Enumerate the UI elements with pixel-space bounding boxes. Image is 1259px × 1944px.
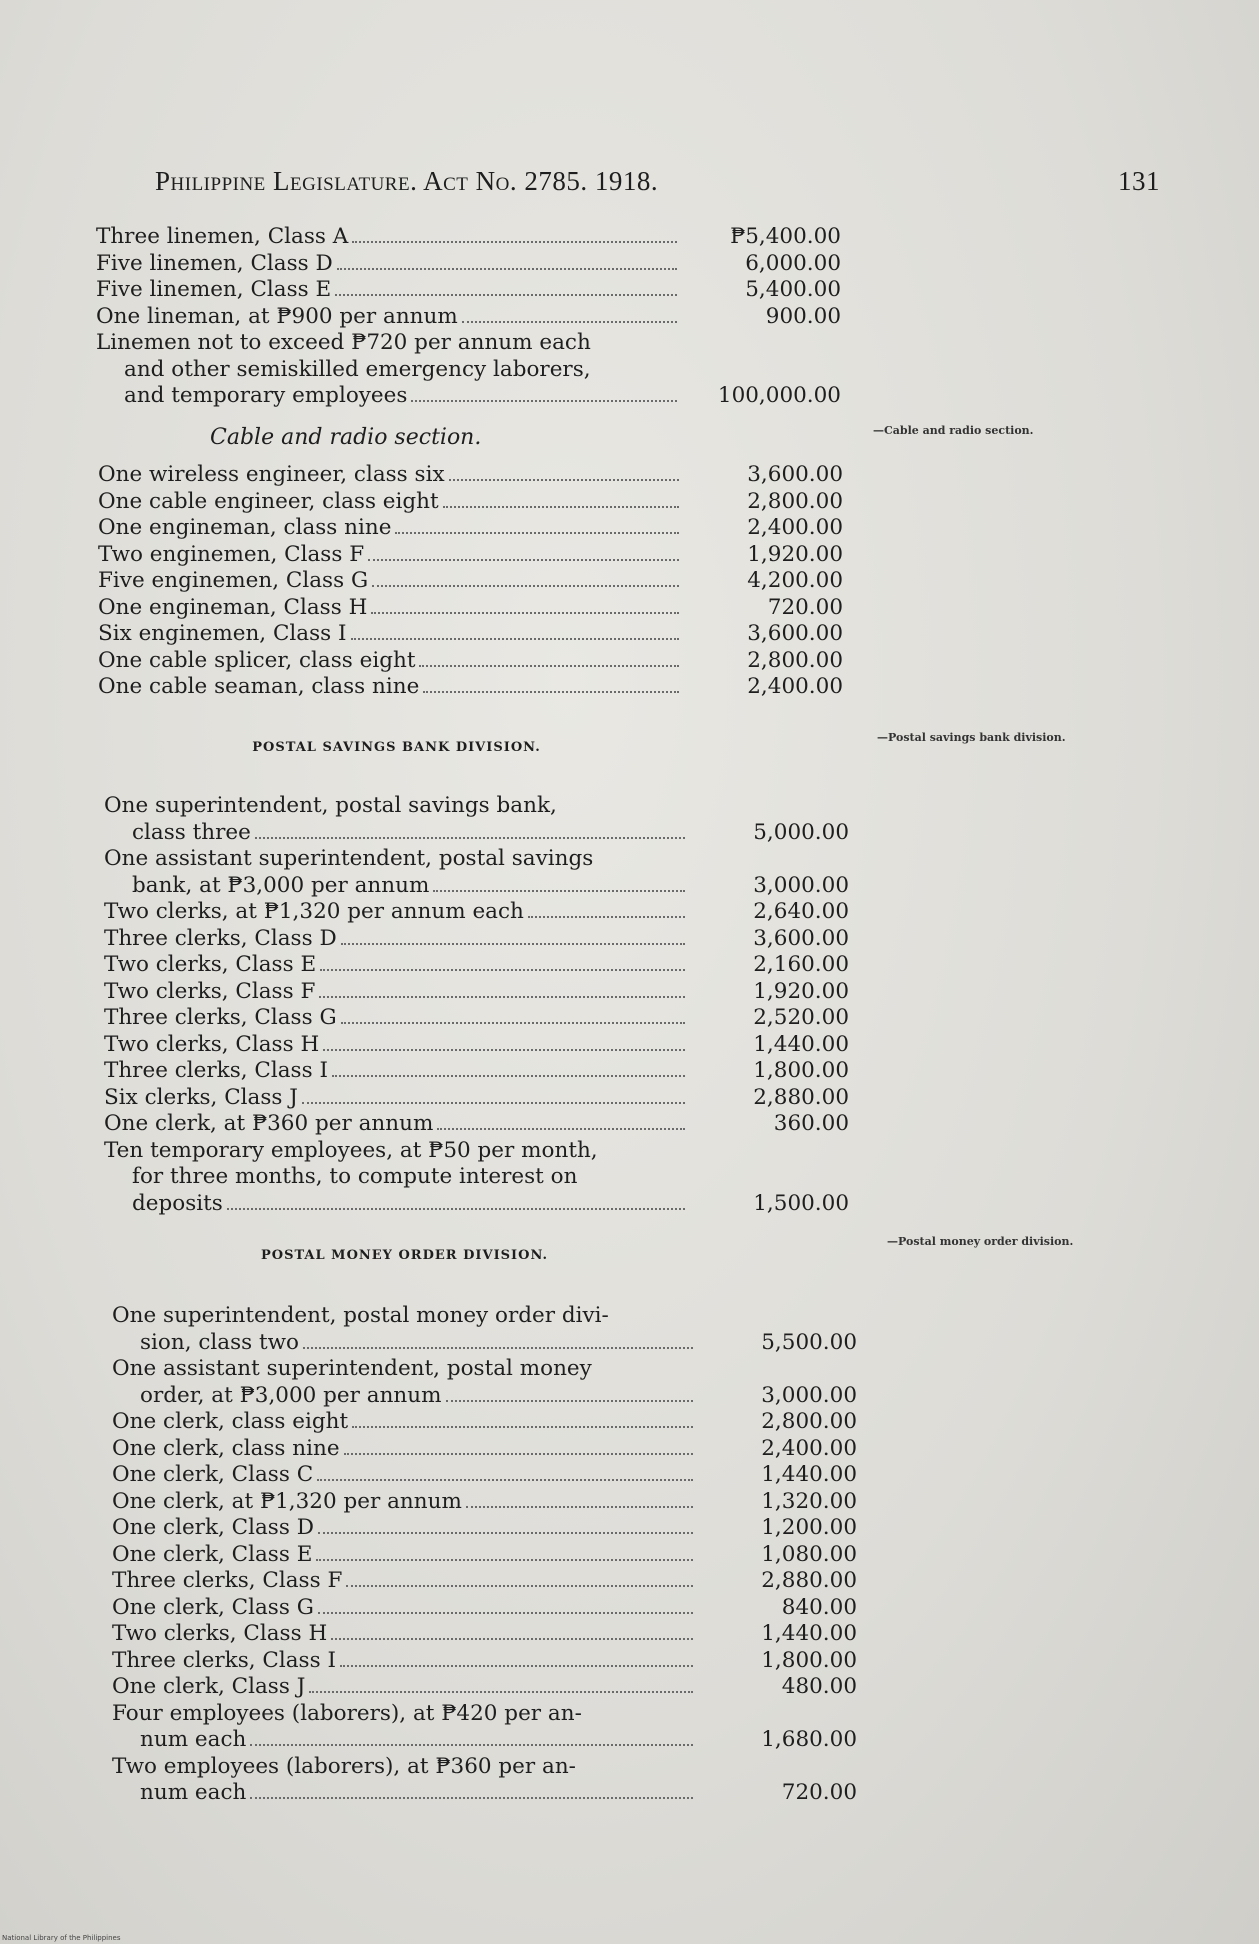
description-line	[104, 1191, 689, 1218]
running-header	[155, 166, 1160, 200]
description-line	[104, 1032, 689, 1059]
item-amount: 2,880.00	[761, 1568, 857, 1593]
description-text: Four employees (laborers), at ₱420 per an-	[112, 1700, 582, 1726]
dot-leader	[395, 532, 679, 534]
table-row	[104, 899, 849, 926]
item-amount: 1,440.00	[761, 1462, 857, 1487]
item-description	[112, 1489, 697, 1516]
table-row	[98, 462, 843, 489]
dot-leader	[302, 1102, 685, 1104]
item-amount: 1,080.00	[761, 1541, 857, 1567]
description-text: order, at ₱3,000 per annum	[140, 1382, 442, 1408]
description-line	[104, 899, 689, 926]
description-line	[104, 1164, 689, 1191]
description-line	[112, 1356, 697, 1383]
description-line	[96, 357, 681, 384]
description-text: One cable engineer, class eight	[98, 488, 439, 514]
dot-leader	[319, 996, 685, 998]
item-amount: 2,160.00	[753, 952, 849, 977]
dot-leader	[250, 1744, 693, 1746]
item-amount: 5,500.00	[761, 1329, 857, 1355]
item-description	[112, 1356, 697, 1409]
cable-radio-section	[98, 424, 843, 701]
description-line	[104, 1085, 689, 1112]
description-text: for three months, to compute interest on	[132, 1164, 578, 1189]
description-text: Linemen not to exceed ₱720 per annum each	[96, 330, 591, 355]
description-text: Five enginemen, Class G	[98, 568, 369, 593]
table-row	[98, 542, 843, 569]
dot-leader	[303, 1347, 693, 1349]
dot-leader	[446, 1400, 694, 1402]
item-amount: 1,440.00	[761, 1621, 857, 1646]
item-description	[112, 1621, 697, 1648]
item-amount: 3,000.00	[753, 872, 849, 898]
dot-leader	[323, 1049, 685, 1051]
table-row	[96, 304, 841, 331]
table-row	[104, 793, 849, 846]
item-amount: 100,000.00	[717, 383, 841, 408]
dot-leader	[371, 612, 679, 614]
item-description	[104, 1005, 689, 1032]
item-description	[98, 515, 683, 542]
item-description	[98, 648, 683, 675]
dot-leader	[352, 241, 677, 243]
description-line	[104, 926, 689, 953]
dot-leader	[337, 268, 677, 270]
table-row	[104, 1111, 849, 1138]
item-description	[96, 304, 681, 331]
item-description	[104, 979, 689, 1006]
item-description	[112, 1648, 697, 1675]
item-description	[104, 846, 689, 899]
dot-leader	[309, 1691, 693, 1693]
item-amount: 5,400.00	[745, 277, 841, 302]
description-line	[112, 1489, 697, 1516]
table-row	[112, 1409, 857, 1436]
item-amount: 1,680.00	[761, 1727, 857, 1752]
section-heading-savings: POSTAL SAVINGS BANK DIVISION.	[252, 740, 541, 755]
item-amount: 1,920.00	[747, 541, 843, 567]
description-line	[112, 1303, 697, 1330]
item-amount: 2,800.00	[747, 488, 843, 514]
item-amount: 360.00	[773, 1111, 849, 1136]
item-amount: 4,200.00	[747, 568, 843, 593]
section-heading-cable: Cable and radio section.	[210, 425, 482, 450]
item-description	[98, 542, 683, 569]
dot-leader	[462, 321, 677, 323]
dot-leader	[423, 691, 679, 693]
item-amount: 720.00	[767, 594, 843, 620]
description-text: Ten temporary employees, at ₱50 per month,	[104, 1137, 598, 1163]
item-description	[112, 1303, 697, 1356]
section-heading-money-order: POSTAL MONEY ORDER DIVISION.	[260, 1248, 549, 1263]
item-description	[104, 1058, 689, 1085]
item-amount: 1,320.00	[761, 1488, 857, 1514]
cable-radio-list	[98, 462, 843, 701]
description-line	[112, 1754, 697, 1781]
item-description	[98, 568, 683, 595]
item-amount: 2,880.00	[753, 1084, 849, 1110]
description-line	[112, 1674, 697, 1701]
item-amount: 2,400.00	[761, 1435, 857, 1461]
description-line	[112, 1542, 697, 1569]
description-line	[98, 621, 683, 648]
item-description	[112, 1462, 697, 1489]
table-row	[112, 1568, 857, 1595]
description-line	[112, 1648, 697, 1675]
item-amount: 720.00	[781, 1780, 857, 1805]
dot-leader	[368, 559, 679, 561]
item-description	[112, 1436, 697, 1463]
table-row	[112, 1436, 857, 1463]
description-line	[112, 1330, 697, 1357]
money-order-section	[112, 1248, 857, 1807]
item-description	[96, 330, 681, 410]
description-text: One clerk, class eight	[112, 1409, 349, 1434]
dot-leader	[433, 890, 685, 892]
dot-leader	[351, 638, 679, 640]
description-line	[96, 383, 681, 410]
table-row	[112, 1542, 857, 1569]
item-description	[104, 793, 689, 846]
item-amount: 2,800.00	[761, 1409, 857, 1434]
description-text: sion, class two	[140, 1329, 299, 1355]
item-description	[98, 462, 683, 489]
table-row	[112, 1303, 857, 1356]
linemen-list	[96, 224, 841, 410]
table-row	[96, 224, 841, 251]
item-amount: 3,000.00	[761, 1382, 857, 1408]
item-description	[96, 277, 681, 304]
table-row	[96, 330, 841, 410]
linemen-section	[96, 224, 841, 410]
table-row	[112, 1356, 857, 1409]
item-description	[104, 1085, 689, 1112]
dot-leader	[255, 837, 685, 839]
description-text: One clerk, at ₱1,320 per annum	[112, 1488, 462, 1514]
description-line	[96, 251, 681, 278]
description-line	[112, 1383, 697, 1410]
item-amount: 480.00	[781, 1674, 857, 1699]
description-text: One superintendent, postal savings bank,	[104, 793, 557, 818]
description-text: Three linemen, Class A	[96, 224, 349, 249]
dot-leader	[318, 1612, 693, 1614]
item-amount: 3,600.00	[753, 925, 849, 951]
item-description	[112, 1409, 697, 1436]
item-amount: 6,000.00	[745, 250, 841, 276]
item-description	[98, 621, 683, 648]
table-row	[98, 515, 843, 542]
description-line	[104, 1138, 689, 1165]
table-row	[104, 1138, 849, 1218]
description-text: One clerk, Class E	[112, 1541, 313, 1567]
description-text: Three clerks, Class I	[112, 1647, 336, 1673]
description-text: Two clerks, Class H	[104, 1031, 320, 1057]
item-amount: 2,800.00	[747, 647, 843, 673]
dot-leader	[318, 1532, 693, 1534]
dot-leader	[331, 1638, 693, 1640]
scan-footer: National Library of the Philippines	[2, 1934, 121, 1942]
item-description	[104, 1032, 689, 1059]
item-amount: 2,520.00	[753, 1005, 849, 1030]
item-amount: 2,400.00	[747, 515, 843, 540]
description-text: One assistant superintendent, postal savings	[104, 846, 594, 871]
dot-leader	[320, 969, 685, 971]
description-text: bank, at ₱3,000 per annum	[132, 872, 430, 898]
item-amount: 5,000.00	[753, 819, 849, 845]
dot-leader	[332, 1075, 685, 1077]
table-row	[104, 952, 849, 979]
table-row	[104, 846, 849, 899]
description-text: Two employees (laborers), at ₱360 per an-	[112, 1753, 576, 1779]
description-line	[96, 330, 681, 357]
description-text: One wireless engineer, class six	[98, 462, 445, 487]
item-amount: 840.00	[781, 1594, 857, 1620]
description-text: One lineman, at ₱900 per annum	[96, 303, 458, 329]
item-amount: 3,600.00	[747, 462, 843, 487]
description-line	[98, 568, 683, 595]
dot-leader	[528, 916, 685, 918]
table-row	[112, 1489, 857, 1516]
description-line	[112, 1568, 697, 1595]
page-number: 131	[1118, 166, 1160, 196]
description-line	[104, 1111, 689, 1138]
description-text: deposits	[132, 1190, 223, 1216]
item-amount: 1,440.00	[753, 1031, 849, 1057]
item-amount: 1,200.00	[761, 1515, 857, 1540]
description-line	[98, 595, 683, 622]
dot-leader	[346, 1585, 693, 1587]
table-row	[98, 674, 843, 701]
table-row	[98, 595, 843, 622]
table-row	[112, 1648, 857, 1675]
item-description	[112, 1754, 697, 1807]
description-line	[112, 1780, 697, 1807]
dot-leader	[466, 1506, 693, 1508]
description-text: One clerk, Class J	[112, 1674, 306, 1699]
description-line	[104, 1058, 689, 1085]
item-amount: ₱5,400.00	[730, 224, 841, 249]
dot-leader	[340, 1665, 693, 1667]
table-row	[104, 1058, 849, 1085]
item-amount: 2,400.00	[747, 674, 843, 699]
item-description	[96, 224, 681, 251]
description-text: Two enginemen, Class F	[98, 541, 365, 567]
dot-leader	[449, 479, 679, 481]
table-row	[104, 979, 849, 1006]
item-amount: 3,600.00	[747, 621, 843, 646]
description-line	[98, 515, 683, 542]
description-text: and temporary employees	[124, 383, 408, 408]
item-description	[104, 899, 689, 926]
savings-bank-section	[104, 740, 849, 1217]
description-line	[104, 793, 689, 820]
table-row	[98, 621, 843, 648]
margin-note-cable: —Cable and radio section.	[873, 424, 1034, 437]
description-line	[104, 820, 689, 847]
item-amount: 1,500.00	[753, 1190, 849, 1216]
item-description	[104, 1138, 689, 1218]
dot-leader	[443, 506, 679, 508]
description-text: Six clerks, Class J	[104, 1084, 298, 1110]
description-line	[104, 1005, 689, 1032]
description-text: Three clerks, Class F	[112, 1568, 343, 1593]
dot-leader	[317, 1479, 693, 1481]
item-amount: 2,640.00	[753, 899, 849, 924]
dot-leader	[419, 665, 679, 667]
description-text: One assistant superintendent, postal money	[112, 1356, 592, 1381]
description-text: Two clerks, Class F	[104, 978, 316, 1004]
description-text: One clerk, Class D	[112, 1515, 314, 1540]
description-line	[98, 462, 683, 489]
table-row	[96, 277, 841, 304]
table-row	[112, 1701, 857, 1754]
description-line	[112, 1462, 697, 1489]
header-title: Philippine Legislature. Act No. 2785. 1918.	[155, 166, 659, 196]
description-text: One clerk, Class C	[112, 1462, 314, 1487]
description-text: One superintendent, postal money order divi-	[112, 1303, 609, 1328]
description-line	[96, 304, 681, 331]
item-description	[104, 952, 689, 979]
description-line	[98, 674, 683, 701]
item-description	[112, 1674, 697, 1701]
dot-leader	[316, 1559, 693, 1561]
description-text: One clerk, Class G	[112, 1594, 314, 1620]
description-line	[104, 873, 689, 900]
item-description	[112, 1542, 697, 1569]
item-description	[98, 595, 683, 622]
table-row	[112, 1674, 857, 1701]
item-description	[112, 1595, 697, 1622]
description-text: Five linemen, Class D	[96, 250, 333, 276]
description-text: One clerk, class nine	[112, 1435, 340, 1461]
description-line	[112, 1409, 697, 1436]
description-text: num each	[140, 1727, 247, 1752]
item-description	[104, 926, 689, 953]
table-row	[112, 1515, 857, 1542]
description-line	[112, 1436, 697, 1463]
description-line	[112, 1515, 697, 1542]
description-line	[96, 277, 681, 304]
margin-note-savings: —Postal savings bank division.	[877, 731, 1066, 744]
description-text: Two clerks, Class H	[112, 1621, 328, 1646]
item-amount: 1,800.00	[753, 1058, 849, 1083]
table-row	[98, 648, 843, 675]
dot-leader	[341, 943, 685, 945]
description-line	[98, 489, 683, 516]
table-row	[98, 568, 843, 595]
item-description	[98, 674, 683, 701]
description-text: One cable splicer, class eight	[98, 647, 416, 673]
money-order-list	[112, 1303, 857, 1807]
table-row	[112, 1754, 857, 1807]
description-line	[112, 1701, 697, 1728]
table-row	[112, 1462, 857, 1489]
description-text: One clerk, at ₱360 per annum	[104, 1111, 434, 1136]
description-text: Three clerks, Class I	[104, 1058, 328, 1083]
dot-leader	[372, 585, 679, 587]
item-description	[104, 1111, 689, 1138]
dot-leader	[335, 294, 677, 296]
table-row	[104, 1005, 849, 1032]
description-text: One engineman, Class H	[98, 594, 368, 620]
description-text: and other semiskilled emergency laborers,	[124, 356, 591, 382]
description-line	[104, 846, 689, 873]
item-description	[112, 1701, 697, 1754]
description-line	[96, 224, 681, 251]
item-description	[96, 251, 681, 278]
description-line	[98, 542, 683, 569]
description-line	[112, 1727, 697, 1754]
description-line	[98, 648, 683, 675]
table-row	[112, 1595, 857, 1622]
dot-leader	[437, 1128, 685, 1130]
description-text: Two clerks, Class E	[104, 952, 317, 977]
margin-note-money-order: —Postal money order division.	[887, 1235, 1074, 1248]
dot-leader	[344, 1453, 693, 1455]
dot-leader	[227, 1208, 685, 1210]
table-row	[104, 1032, 849, 1059]
table-row	[112, 1621, 857, 1648]
description-line	[104, 979, 689, 1006]
dot-leader	[250, 1797, 693, 1799]
item-amount: 900.00	[765, 303, 841, 329]
description-text: num each	[140, 1780, 247, 1805]
description-text: One cable seaman, class nine	[98, 674, 420, 699]
dot-leader	[352, 1426, 693, 1428]
dot-leader	[341, 1022, 685, 1024]
table-row	[104, 1085, 849, 1112]
description-text: class three	[132, 819, 251, 845]
item-description	[112, 1515, 697, 1542]
dot-leader	[411, 400, 677, 402]
description-text: Three clerks, Class G	[104, 1005, 337, 1030]
description-text: One engineman, class nine	[98, 515, 392, 540]
table-row	[96, 251, 841, 278]
item-amount: 1,800.00	[761, 1647, 857, 1673]
table-row	[104, 926, 849, 953]
description-line	[112, 1595, 697, 1622]
item-description	[98, 489, 683, 516]
savings-bank-list	[104, 793, 849, 1217]
item-amount: 1,920.00	[753, 978, 849, 1004]
description-text: Three clerks, Class D	[104, 925, 337, 951]
description-line	[112, 1621, 697, 1648]
description-text: Two clerks, at ₱1,320 per annum each	[104, 899, 524, 924]
item-description	[112, 1568, 697, 1595]
table-row	[98, 489, 843, 516]
description-text: Six enginemen, Class I	[98, 621, 347, 646]
description-line	[104, 952, 689, 979]
description-text: Five linemen, Class E	[96, 277, 332, 302]
